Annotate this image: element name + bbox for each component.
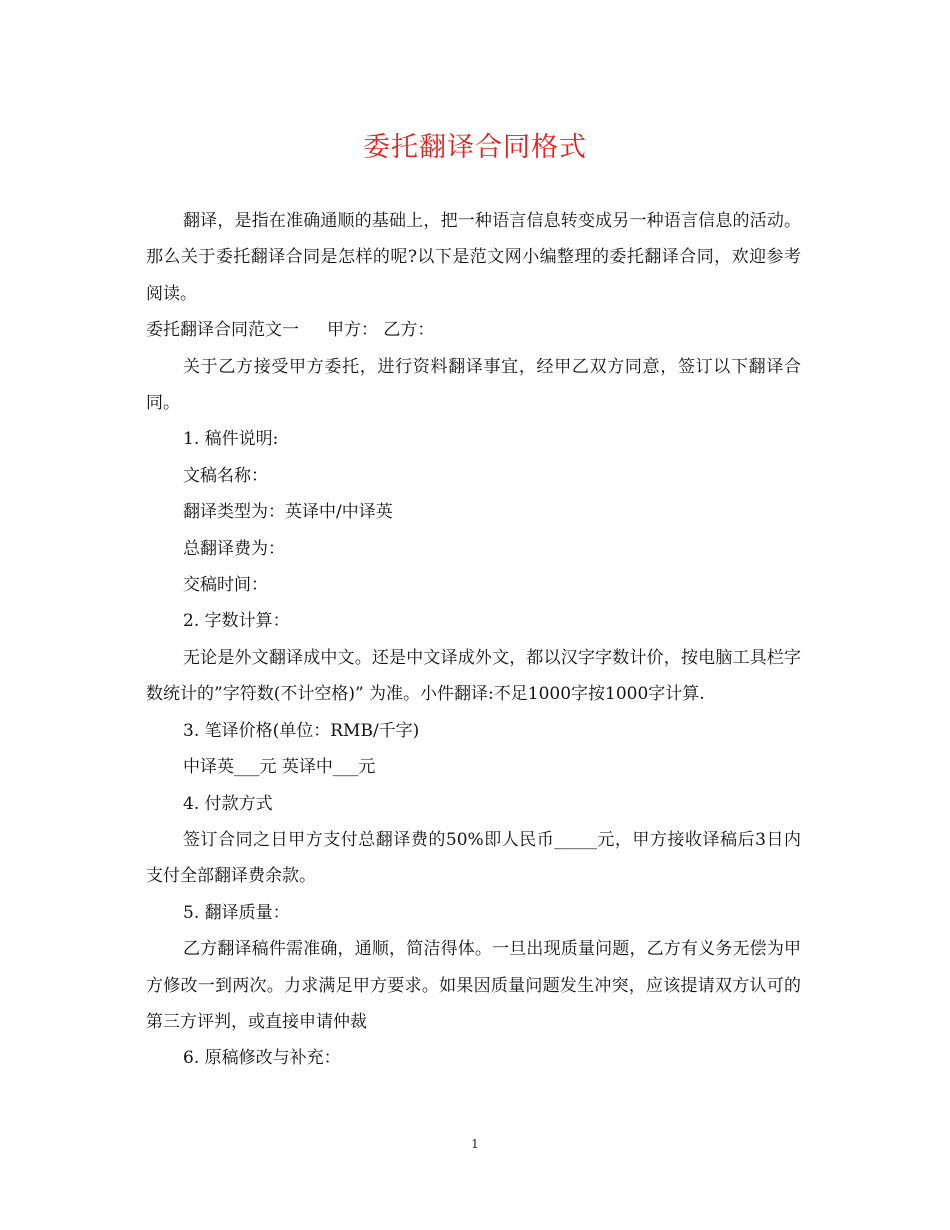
document-title: 委托翻译合同格式	[363, 132, 587, 163]
page-number: 1	[471, 1137, 479, 1151]
delivery-time-field: 交稿时间：	[183, 575, 268, 596]
section-5-title: 5. 翻译质量：	[183, 902, 290, 923]
document-name-field: 文稿名称：	[183, 465, 268, 486]
section-3-prices: 中译英___元 英译中___元	[183, 757, 376, 778]
section-4-body: 签订合同之日甲方支付总翻译费的50%即人民币_____元，甲方接收译稿后3日内支付全部翻译费余款。	[146, 829, 801, 887]
section-2-title: 2. 字数计算：	[183, 611, 290, 632]
section-5-body: 乙方翻译稿件需准确，通顺，简洁得体。一旦出现质量问题，乙方有义务无偿为甲方修改一到两次。力求满足甲方要求。如果因质量问题发生冲突，应该提请双方认可的第三方评判，或直接申请仲裁	[146, 939, 801, 1032]
total-fee-field: 总翻译费为：	[183, 538, 285, 559]
sample-heading: 委托翻译合同范文一	[146, 320, 299, 341]
sample-heading-line	[146, 312, 801, 348]
party-a-label: 甲方：	[327, 320, 378, 341]
section-2-body: 无论是外文翻译成中文。还是中文译成外文，都以汉字字数计价，按电脑工具栏字数统计的”字符数(不计空格)” 为准。小件翻译:不足1000字按1000字计算.	[146, 647, 801, 705]
section-4-title: 4. 付款方式	[183, 793, 273, 814]
document-body	[146, 203, 801, 1077]
preamble-paragraph: 关于乙方接受甲方委托，进行资料翻译事宜，经甲乙双方同意，签订以下翻译合同。	[146, 356, 801, 414]
intro-paragraph: 翻译，是指在准确通顺的基础上，把一种语言信息转变成另一种语言信息的活动。那么关于委托翻译合同是怎样的呢?以下是范文网小编整理的委托翻译合同，欢迎参考阅读。	[146, 211, 801, 304]
section-6-title: 6. 原稿修改与补充：	[183, 1048, 341, 1069]
party-b-label: 乙方：	[383, 320, 435, 341]
section-3-title: 3. 笔译价格(单位：RMB/千字)	[183, 720, 420, 741]
section-1-title: 1. 稿件说明:	[183, 429, 279, 450]
translation-type-field: 翻译类型为：英译中/中译英	[183, 502, 393, 523]
